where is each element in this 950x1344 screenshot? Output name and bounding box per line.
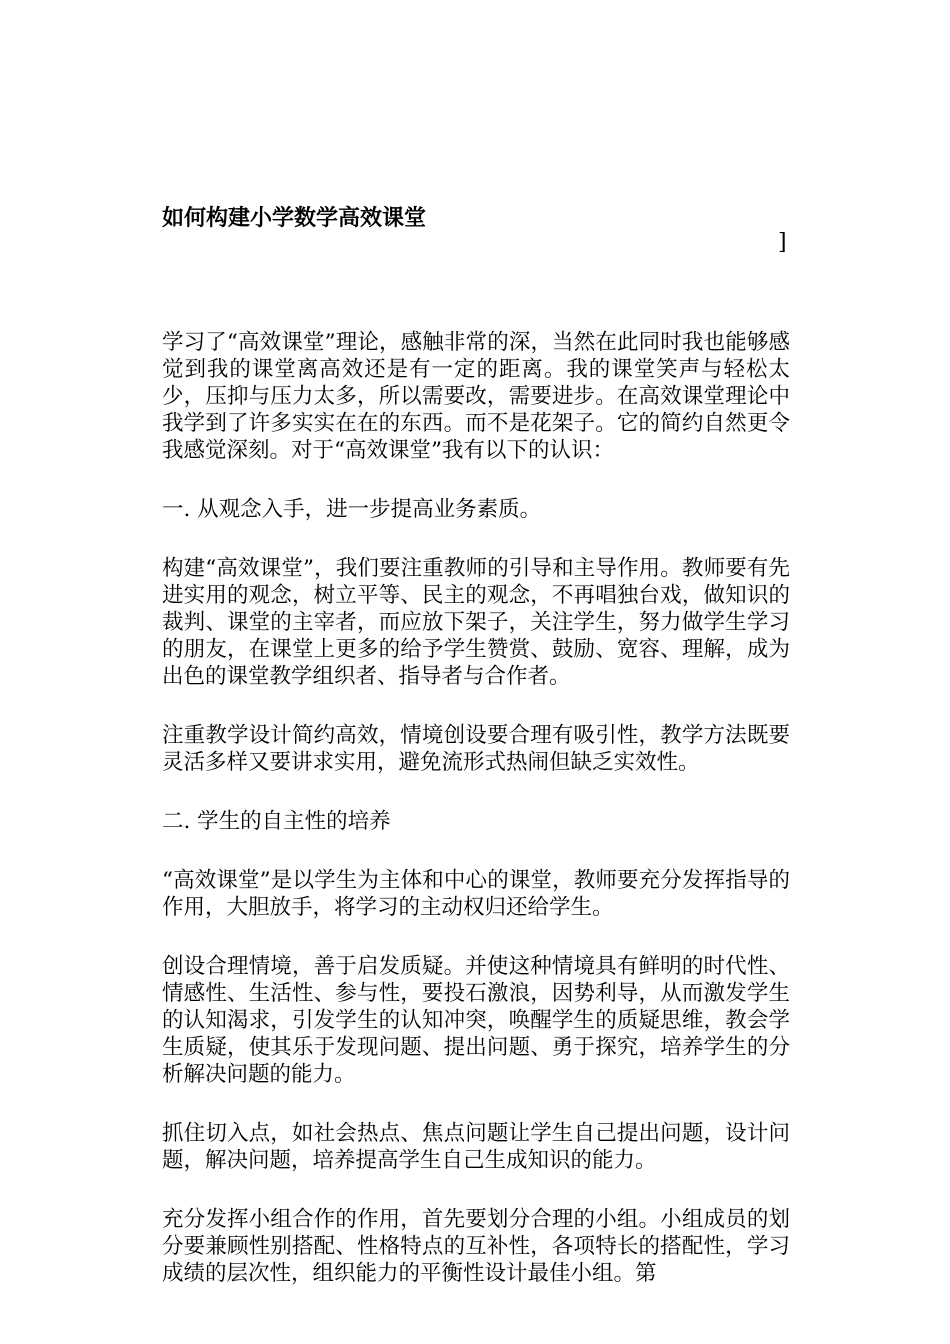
- document-body: [162, 329, 790, 1319]
- paragraph: 抓住切入点，如社会热点、焦点问题让学生自己提出问题，设计问题，解决问题，培养提高学生自己生成知识的能力。: [162, 1121, 790, 1173]
- paragraph: 充分发挥小组合作的作用，首先要划分合理的小组。小组成员的划分要兼顾性别搭配、性格特点的互补性，各项特长的搭配性，学习成绩的层次性，组织能力的平衡性设计最佳小组。第: [162, 1207, 790, 1286]
- paragraph: 构建“高效课堂”，我们要注重教师的引导和主导作用。教师要有先进实用的观念，树立平等、民主的观念，不再唱独台戏，做知识的裁判、课堂的主宰者，而应放下架子，关注学生，努力做学生学习的朋友，在课堂上更多的给予学生赞赏、鼓励、宽容、理解，成为出色的课堂教学组织者、指导者与合作者。: [162, 556, 790, 689]
- document-title: 如何构建小学数学高效课堂: [162, 205, 427, 231]
- paragraph-intro: 学习了“高效课堂”理论，感触非常的深，当然在此同时我也能够感觉到我的课堂离高效还是有一定的距离。我的课堂笑声与轻松太少，压抑与压力太多，所以需要改，需要进步。在高效课堂理论中我学到了许多实实在在的东西。而不是花架子。它的简约自然更令我感觉深刻。对于“高效课堂”我有以下的认识：: [162, 330, 790, 463]
- paragraph: 创设合理情境，善于启发质疑。并使这种情境具有鲜明的时代性、情感性、生活性、参与性，要投石激浪，因势利导，从而激发学生的认知渴求，引发学生的认知冲突，唤醒学生的质疑思维，教会学生质疑，使其乐于发现问题、提出问题、勇于探究，培养学生的分析解决问题的能力。: [162, 954, 790, 1087]
- paragraph: “高效课堂”是以学生为主体和中心的课堂，教师要充分发挥指导的作用，大胆放手，将学习的主动权归还给学生。: [162, 868, 790, 920]
- paragraph: 注重教学设计简约高效，情境创设要合理有吸引性，教学方法既要灵活多样又要讲求实用，避免流形式热闹但缺乏实效性。: [162, 723, 790, 775]
- section-heading-1: 一. 从观念入手，进一步提高业务素质。: [162, 497, 542, 522]
- corner-mark: ]: [778, 230, 787, 255]
- section-heading-2: 二. 学生的自主性的培养: [162, 809, 391, 834]
